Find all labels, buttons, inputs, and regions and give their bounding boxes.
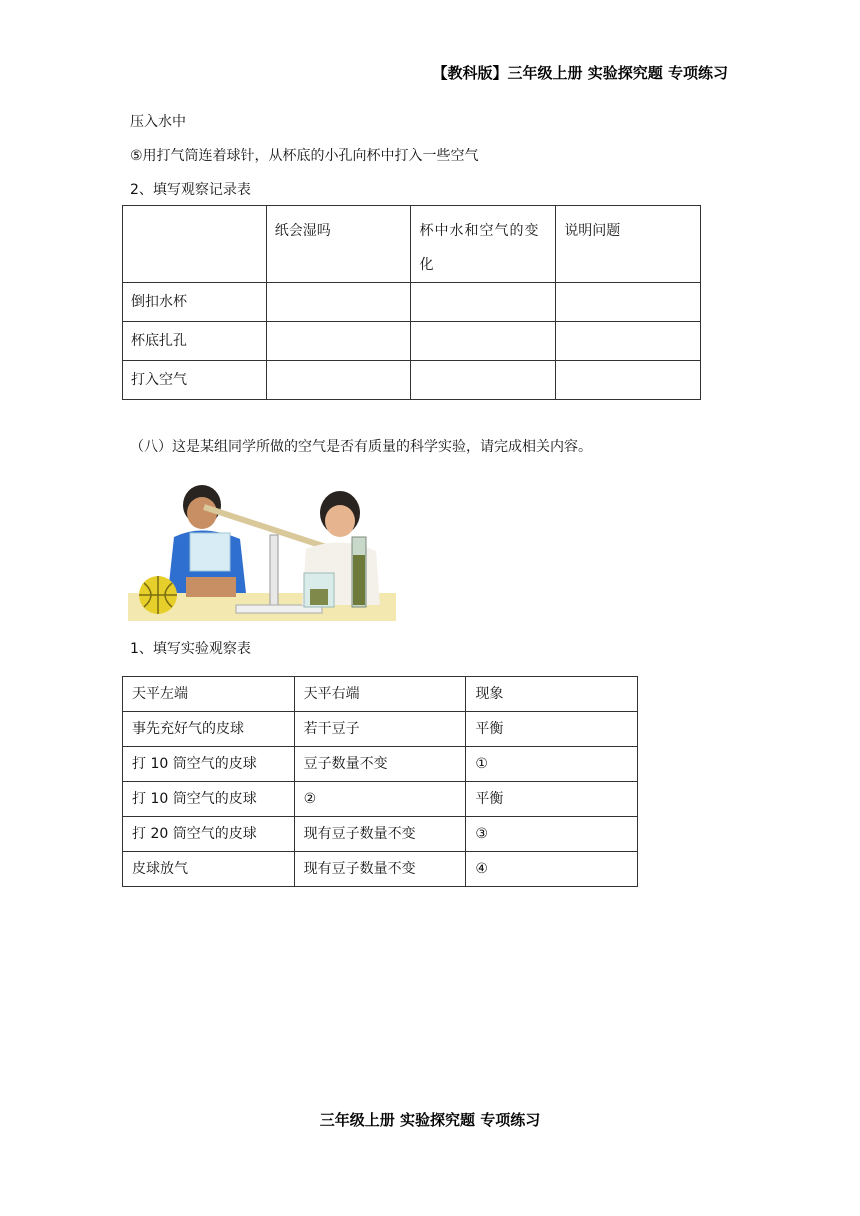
table-row: [123, 322, 701, 361]
table-cell: 事先充好气的皮球: [123, 712, 295, 747]
table-cell: 现有豆子数量不变: [294, 817, 466, 852]
table-cell: 打 10 筒空气的皮球: [123, 747, 295, 782]
task-2-heading: 2、填写观察记录表: [130, 182, 251, 198]
answer-cell[interactable]: [411, 322, 556, 361]
table-cell: 平衡: [466, 782, 638, 817]
table-header-row: [123, 677, 638, 712]
table-header-cell: 杯中水和空气的变化: [411, 206, 556, 283]
page-header: 【教科版】三年级上册 实验探究题 专项练习: [432, 64, 728, 82]
answer-cell[interactable]: [556, 361, 701, 400]
table-row: [123, 361, 701, 400]
table-cell: 现有豆子数量不变: [294, 852, 466, 887]
table-header-cell: 天平左端: [123, 677, 295, 712]
answer-cell[interactable]: ③: [466, 817, 638, 852]
page-footer: 三年级上册 实验探究题 专项练习: [319, 1111, 541, 1129]
table-cell: 倒扣水杯: [123, 283, 267, 322]
answer-cell[interactable]: [411, 361, 556, 400]
table-cell: 打 10 筒空气的皮球: [123, 782, 295, 817]
table-header-cell: 说明问题: [556, 206, 701, 283]
answer-cell[interactable]: [266, 361, 411, 400]
table-cell: 杯底扎孔: [123, 322, 267, 361]
table-row: [123, 852, 638, 887]
answer-cell[interactable]: [556, 283, 701, 322]
answer-cell[interactable]: [266, 283, 411, 322]
table-header-cell: [123, 206, 267, 283]
table-cell: 平衡: [466, 712, 638, 747]
table-cell: 打入空气: [123, 361, 267, 400]
answer-cell[interactable]: ①: [466, 747, 638, 782]
answer-cell[interactable]: ④: [466, 852, 638, 887]
table-row: [123, 782, 638, 817]
answer-cell[interactable]: ②: [294, 782, 466, 817]
answer-cell[interactable]: [266, 322, 411, 361]
table-row: [123, 747, 638, 782]
table-header-cell: 现象: [466, 677, 638, 712]
table-cell: 皮球放气: [123, 852, 295, 887]
table-header-cell: 天平右端: [294, 677, 466, 712]
step-continuation: 压入水中: [130, 114, 186, 130]
table-cell: 若干豆子: [294, 712, 466, 747]
section-8-intro: （八）这是某组同学所做的空气是否有质量的科学实验，请完成相关内容。: [130, 439, 592, 455]
answer-cell[interactable]: [556, 322, 701, 361]
experiment-table: [122, 676, 638, 887]
table-cell: 豆子数量不变: [294, 747, 466, 782]
table-header-cell: 纸会湿吗: [266, 206, 411, 283]
table-row: [123, 817, 638, 852]
task-1-heading: 1、填写实验观察表: [130, 641, 251, 657]
table-cell: 打 20 筒空气的皮球: [123, 817, 295, 852]
observation-table: [122, 205, 701, 400]
experiment-photo: [128, 465, 396, 621]
table-row: [123, 712, 638, 747]
table-row: [123, 283, 701, 322]
step-5: ⑤用打气筒连着球针，从杯底的小孔向杯中打入一些空气: [130, 148, 479, 164]
table-header-row: [123, 206, 701, 283]
answer-cell[interactable]: [411, 283, 556, 322]
